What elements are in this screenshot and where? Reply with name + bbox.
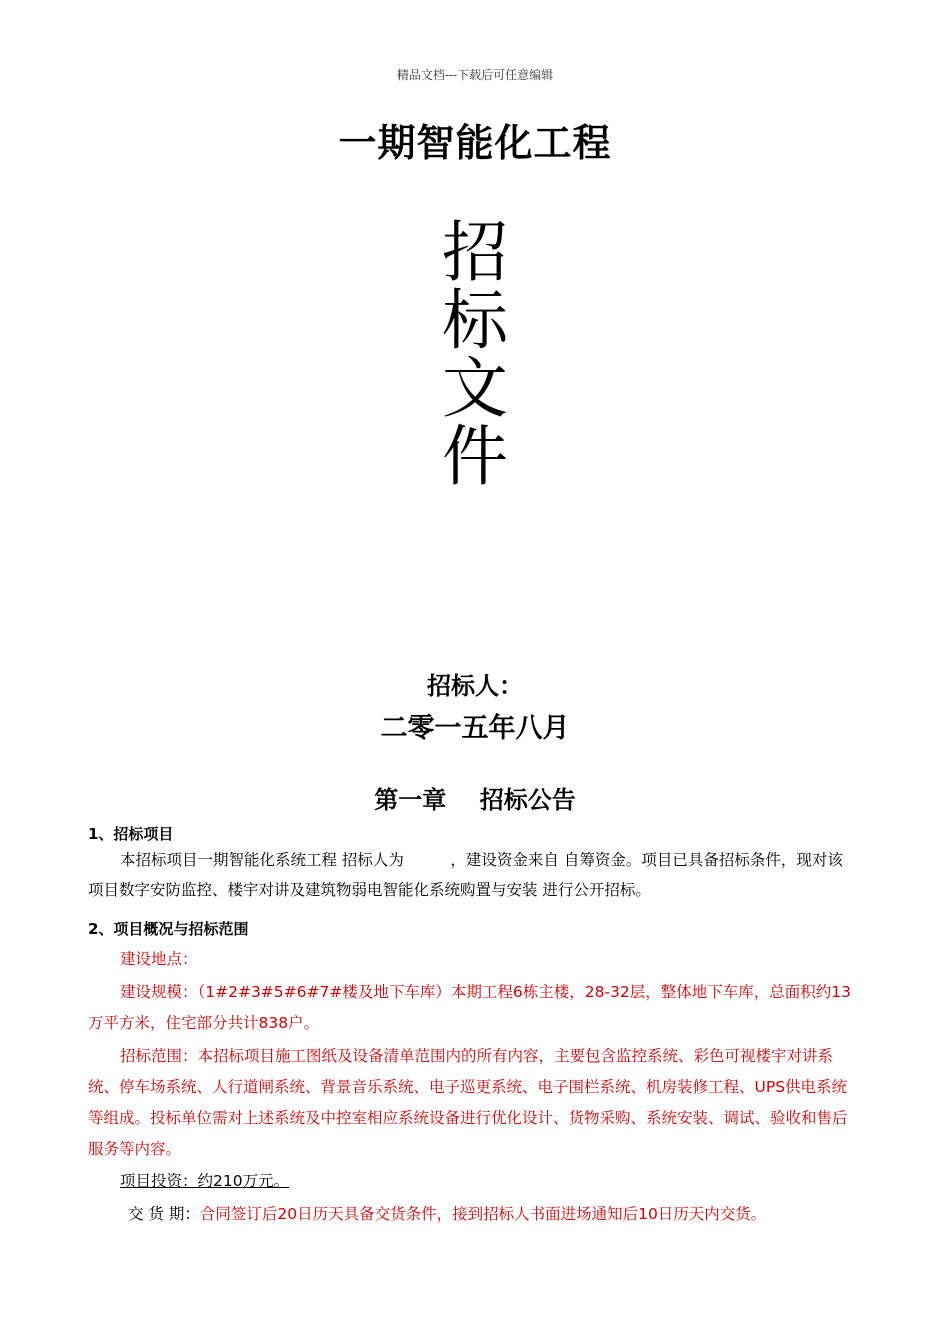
doc-type-char-1: 招 (442, 214, 508, 291)
construction-location: 建设地点： (120, 950, 198, 968)
delivery-period (128, 1199, 888, 1230)
doc-type-char-3: 文 (442, 350, 508, 427)
project-investment (120, 1166, 289, 1197)
section-2-heading: 2、项目概况与招标范围 (88, 920, 249, 938)
page-header-note: 精品文档---下载后可任意编辑 (396, 68, 554, 82)
project-title: 一期智能化工程 (338, 121, 612, 165)
delivery-period-text: 合同签订后20日历天具备交货条件，接到招标人书面进场通知后10日历天内交货。 (199, 1205, 767, 1223)
doc-type-char-4: 件 (442, 418, 508, 495)
tenderer-label: 招标人： (427, 672, 523, 700)
chapter-title: 招标公告 (479, 786, 576, 814)
construction-scale: 建设规模：（1#2#3#5#6#7#楼及地下车库）本期工程6栋主楼，28-32层，整体地下车库，总面积约13万平方米，住宅部分共计838户。 (88, 983, 851, 1032)
doc-type-char-2: 标 (442, 282, 508, 359)
section-1-paragraph: 本招标项目一期智能化系统工程 招标人为 ，建设资金来自 自筹资金。项目已具备招标条件，现对该项目数字安防监控、楼宇对讲及建筑物弱电智能化系统购置与安装 进行公开招标。 (88, 851, 843, 899)
project-investment-text: 项目投资：约210万元。 (120, 1172, 290, 1190)
tender-scope: 招标范围：本招标项目施工图纸及设备清单范围内的所有内容，主要包含监控系统、彩色可视楼宇对讲系统、停车场系统、人行道闸系统、背景音乐系统、电子巡更系统、电子围栏系统、机房装修工程、UPS供电系统等组成。投标单位需对上述系统及中控室相应系统设备进行优化设计、货物采购、系统安装、调试、验收和售后服务等内容。 (88, 1047, 848, 1158)
issue-date: 二零一五年八月 (380, 713, 570, 744)
chapter-number: 第一章 (374, 786, 447, 814)
delivery-period-label: 交 货 期： (128, 1205, 200, 1223)
chapter-heading (0, 780, 950, 815)
section-1-heading: 1、招标项目 (88, 825, 174, 843)
